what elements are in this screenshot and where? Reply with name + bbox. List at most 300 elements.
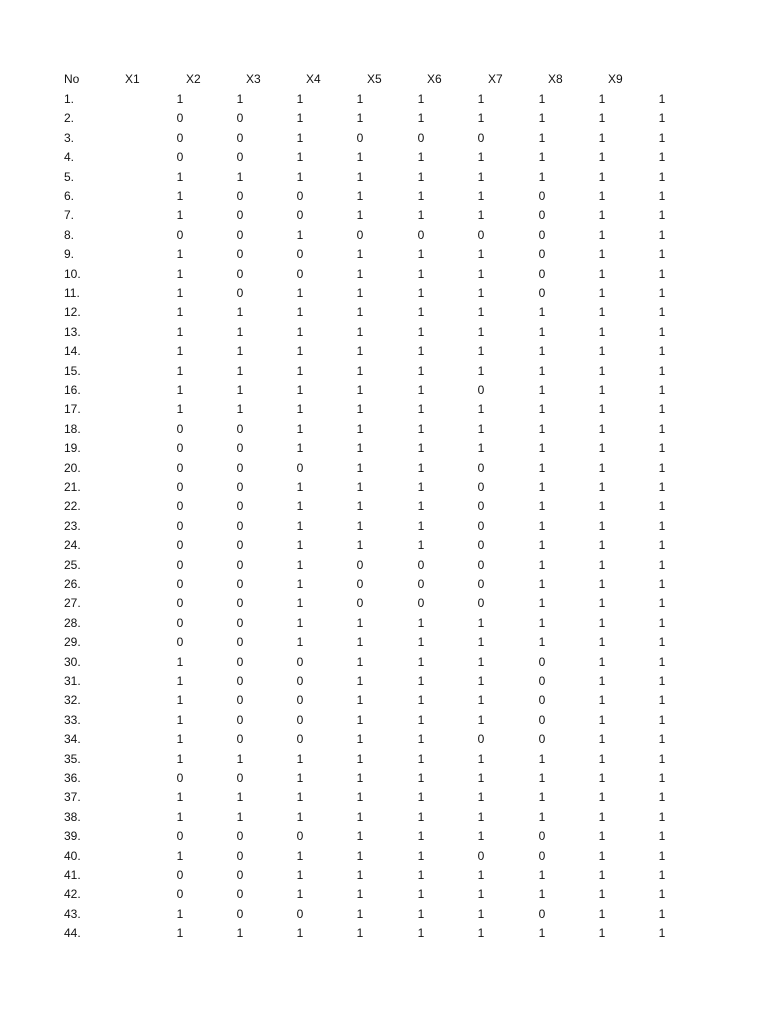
table-cell: 1 (658, 751, 666, 766)
table-cell: 0 (236, 615, 244, 630)
table-cell: 0 (236, 635, 244, 650)
table-cell: 1 (477, 189, 485, 203)
table-cell: 1 (176, 732, 184, 747)
table-cell: 0 (176, 635, 184, 650)
table-cell: 1 (417, 654, 425, 669)
row-number: 9. (64, 247, 75, 262)
table-cell: 1 (538, 615, 546, 630)
table-cell: 1 (417, 402, 425, 417)
table-cell: 1 (417, 809, 425, 824)
table-cell: 1 (658, 189, 666, 203)
table-cell: 1 (658, 596, 666, 611)
header-x7: X7 (488, 72, 503, 86)
table-cell: 1 (598, 130, 606, 145)
table-cell: 1 (417, 926, 425, 941)
table-cell: 1 (417, 441, 425, 456)
table-cell: 0 (417, 130, 425, 145)
header-x6: X6 (427, 72, 442, 86)
table-cell: 0 (176, 771, 184, 785)
table-cell: 1 (236, 305, 244, 320)
table-cell: 1 (356, 926, 364, 941)
table-cell: 0 (296, 906, 304, 921)
table-cell: 1 (658, 615, 666, 630)
table-cell: 0 (296, 829, 304, 844)
row-number: 44. (64, 926, 81, 941)
table-cell: 1 (477, 363, 485, 378)
table-cell: 1 (598, 324, 606, 339)
table-cell: 1 (176, 809, 184, 824)
table-cell: 0 (236, 480, 244, 494)
table-cell: 1 (417, 266, 425, 281)
table-cell: 1 (417, 247, 425, 262)
table-cell: 1 (658, 247, 666, 262)
table-cell: 1 (356, 693, 364, 708)
table-cell: 1 (477, 635, 485, 650)
table-cell: 1 (658, 693, 666, 708)
table-cell: 1 (598, 460, 606, 475)
table-cell: 0 (538, 654, 546, 669)
table-cell: 1 (417, 460, 425, 475)
row-number: 18. (64, 421, 81, 436)
table-cell: 1 (296, 150, 304, 165)
table-cell: 1 (538, 441, 546, 456)
table-cell: 0 (236, 460, 244, 475)
table-cell: 1 (658, 208, 666, 223)
table-cell: 0 (538, 674, 546, 688)
table-cell: 1 (417, 615, 425, 630)
table-cell: 1 (176, 189, 184, 203)
table-cell: 1 (538, 402, 546, 417)
table-cell: 0 (176, 111, 184, 126)
table-cell: 1 (477, 92, 485, 106)
table-cell: 1 (598, 363, 606, 378)
table-cell: 1 (417, 693, 425, 708)
table-cell: 1 (658, 421, 666, 436)
table-cell: 0 (236, 266, 244, 281)
table-cell: 0 (176, 577, 184, 591)
table-cell: 1 (658, 654, 666, 669)
table-cell: 0 (477, 538, 485, 553)
table-cell: 1 (598, 421, 606, 436)
table-cell: 1 (477, 266, 485, 281)
table-cell: 1 (296, 790, 304, 805)
table-cell: 0 (356, 557, 364, 572)
table-cell: 1 (417, 286, 425, 300)
table-cell: 0 (538, 848, 546, 863)
table-cell: 1 (538, 518, 546, 533)
table-cell: 1 (538, 790, 546, 805)
table-cell: 1 (176, 674, 184, 688)
table-cell: 0 (296, 189, 304, 203)
table-cell: 1 (417, 344, 425, 359)
row-number: 34. (64, 732, 81, 747)
table-cell: 1 (356, 887, 364, 902)
row-number: 32. (64, 693, 81, 708)
table-cell: 1 (417, 518, 425, 533)
table-cell: 1 (598, 926, 606, 941)
table-cell: 1 (598, 169, 606, 184)
table-cell: 1 (296, 92, 304, 106)
header-no: No (64, 72, 80, 86)
table-cell: 1 (658, 402, 666, 417)
table-cell: 0 (236, 208, 244, 223)
table-cell: 1 (296, 557, 304, 572)
table-cell: 1 (356, 635, 364, 650)
table-cell: 1 (598, 305, 606, 320)
table-cell: 1 (658, 227, 666, 242)
row-number: 10. (64, 266, 81, 281)
table-cell: 1 (598, 344, 606, 359)
table-cell: 0 (477, 732, 485, 747)
table-cell: 0 (236, 732, 244, 747)
table-cell: 0 (176, 441, 184, 456)
table-cell: 1 (658, 324, 666, 339)
table-cell: 1 (296, 577, 304, 591)
table-cell: 0 (538, 906, 546, 921)
table-cell: 1 (477, 693, 485, 708)
table-cell: 1 (598, 674, 606, 688)
table-cell: 1 (356, 518, 364, 533)
table-cell: 1 (356, 189, 364, 203)
table-cell: 1 (477, 208, 485, 223)
row-number: 25. (64, 557, 81, 572)
table-cell: 1 (176, 693, 184, 708)
table-cell: 0 (236, 247, 244, 262)
table-cell: 1 (356, 383, 364, 397)
table-cell: 1 (477, 421, 485, 436)
table-cell: 0 (236, 421, 244, 436)
table-cell: 1 (417, 305, 425, 320)
table-cell: 1 (598, 732, 606, 747)
table-cell: 1 (417, 712, 425, 727)
table-cell: 0 (176, 829, 184, 844)
table-cell: 1 (658, 111, 666, 126)
table-cell: 1 (296, 363, 304, 378)
table-cell: 1 (598, 790, 606, 805)
table-cell: 0 (538, 712, 546, 727)
table-cell: 0 (477, 227, 485, 242)
table-cell: 1 (538, 383, 546, 397)
row-number: 8. (64, 227, 75, 242)
table-cell: 0 (296, 654, 304, 669)
table-cell: 1 (477, 926, 485, 941)
table-cell: 1 (296, 169, 304, 184)
table-cell: 1 (477, 305, 485, 320)
table-cell: 0 (236, 286, 244, 300)
table-cell: 1 (658, 557, 666, 572)
table-cell: 1 (356, 751, 364, 766)
table-cell: 0 (176, 499, 184, 514)
table-cell: 1 (598, 383, 606, 397)
row-number: 22. (64, 499, 81, 514)
table-cell: 0 (417, 227, 425, 242)
table-cell: 1 (296, 383, 304, 397)
table-cell: 1 (477, 654, 485, 669)
table-cell: 0 (477, 499, 485, 514)
table-cell: 1 (176, 344, 184, 359)
table-cell: 0 (236, 130, 244, 145)
table-cell: 1 (538, 150, 546, 165)
table-cell: 1 (417, 868, 425, 882)
row-number: 14. (64, 344, 81, 359)
table-cell: 1 (176, 790, 184, 805)
table-cell: 1 (417, 92, 425, 106)
table-cell: 0 (477, 383, 485, 397)
row-number: 23. (64, 518, 81, 533)
table-cell: 0 (176, 887, 184, 902)
table-cell: 1 (236, 344, 244, 359)
table-cell: 1 (417, 538, 425, 553)
table-cell: 1 (598, 751, 606, 766)
table-cell: 1 (598, 247, 606, 262)
table-cell: 1 (477, 402, 485, 417)
row-number: 7. (64, 208, 75, 223)
table-cell: 1 (477, 906, 485, 921)
table-cell: 1 (417, 771, 425, 785)
table-cell: 1 (658, 887, 666, 902)
table-cell: 1 (176, 324, 184, 339)
table-cell: 1 (658, 150, 666, 165)
table-cell: 1 (296, 227, 304, 242)
table-cell: 1 (477, 324, 485, 339)
row-number: 29. (64, 635, 81, 650)
table-cell: 1 (658, 383, 666, 397)
table-cell: 1 (658, 480, 666, 494)
table-cell: 1 (598, 809, 606, 824)
table-cell: 0 (477, 130, 485, 145)
table-cell: 1 (176, 383, 184, 397)
table-cell: 1 (356, 829, 364, 844)
table-cell: 1 (477, 286, 485, 300)
table-cell: 1 (538, 480, 546, 494)
table-cell: 1 (477, 111, 485, 126)
table-cell: 1 (477, 150, 485, 165)
header-x9: X9 (608, 72, 623, 86)
table-cell: 1 (236, 402, 244, 417)
table-cell: 0 (477, 480, 485, 494)
table-cell: 1 (356, 848, 364, 863)
table-cell: 0 (236, 771, 244, 785)
table-cell: 0 (538, 732, 546, 747)
table-cell: 0 (296, 712, 304, 727)
table-cell: 1 (296, 848, 304, 863)
table-cell: 0 (356, 596, 364, 611)
header-x2: X2 (186, 72, 201, 86)
table-cell: 0 (236, 693, 244, 708)
table-cell: 1 (356, 344, 364, 359)
table-cell: 0 (176, 557, 184, 572)
table-cell: 1 (176, 92, 184, 106)
table-cell: 1 (356, 111, 364, 126)
table-cell: 1 (538, 363, 546, 378)
table-cell: 0 (417, 577, 425, 591)
table-cell: 1 (658, 732, 666, 747)
table-cell: 1 (296, 111, 304, 126)
table-cell: 1 (356, 654, 364, 669)
table-cell: 1 (598, 189, 606, 203)
table-cell: 1 (658, 848, 666, 863)
table-cell: 1 (477, 247, 485, 262)
row-number: 40. (64, 848, 81, 863)
table-cell: 1 (477, 868, 485, 882)
table-cell: 1 (658, 829, 666, 844)
table-cell: 1 (236, 751, 244, 766)
table-cell: 0 (236, 557, 244, 572)
table-cell: 1 (296, 421, 304, 436)
table-cell: 0 (296, 266, 304, 281)
table-cell: 1 (538, 809, 546, 824)
table-cell: 1 (417, 906, 425, 921)
table-cell: 0 (236, 538, 244, 553)
table-cell: 0 (236, 111, 244, 126)
table-cell: 0 (296, 247, 304, 262)
table-cell: 1 (417, 732, 425, 747)
table-cell: 1 (658, 130, 666, 145)
table-cell: 1 (598, 635, 606, 650)
table-cell: 0 (236, 712, 244, 727)
table-cell: 1 (236, 790, 244, 805)
table-cell: 1 (236, 383, 244, 397)
table-cell: 1 (538, 421, 546, 436)
table-cell: 1 (176, 926, 184, 941)
table-cell: 0 (176, 150, 184, 165)
table-cell: 0 (538, 693, 546, 708)
table-cell: 0 (356, 577, 364, 591)
table-cell: 0 (477, 848, 485, 863)
table-cell: 1 (658, 809, 666, 824)
row-number: 17. (64, 402, 81, 417)
table-cell: 0 (236, 577, 244, 591)
table-cell: 1 (236, 926, 244, 941)
table-cell: 1 (417, 169, 425, 184)
table-cell: 0 (236, 868, 244, 882)
table-cell: 1 (598, 227, 606, 242)
table-cell: 1 (477, 441, 485, 456)
table-cell: 0 (538, 266, 546, 281)
table-cell: 0 (417, 596, 425, 611)
table-cell: 1 (477, 771, 485, 785)
table-cell: 0 (477, 596, 485, 611)
table-cell: 1 (236, 169, 244, 184)
table-cell: 0 (176, 518, 184, 533)
table-cell: 1 (417, 363, 425, 378)
table-cell: 1 (296, 286, 304, 300)
table-cell: 1 (598, 402, 606, 417)
table-cell: 1 (296, 926, 304, 941)
table-cell: 1 (598, 654, 606, 669)
table-cell: 1 (417, 421, 425, 436)
table-cell: 1 (598, 615, 606, 630)
row-number: 27. (64, 596, 81, 611)
table-cell: 1 (538, 344, 546, 359)
table-cell: 1 (356, 266, 364, 281)
table-cell: 1 (176, 247, 184, 262)
row-number: 11. (64, 286, 80, 300)
table-cell: 1 (538, 305, 546, 320)
row-number: 4. (64, 150, 75, 165)
table-cell: 1 (538, 538, 546, 553)
table-cell: 1 (296, 635, 304, 650)
row-number: 35. (64, 751, 81, 766)
row-number: 24. (64, 538, 81, 553)
table-cell: 1 (538, 324, 546, 339)
table-cell: 1 (477, 887, 485, 902)
table-cell: 1 (296, 751, 304, 766)
table-cell: 0 (356, 227, 364, 242)
table-cell: 1 (356, 402, 364, 417)
row-number: 37. (64, 790, 81, 805)
table-cell: 1 (658, 868, 666, 882)
table-cell: 1 (176, 305, 184, 320)
table-cell: 1 (598, 208, 606, 223)
table-cell: 0 (477, 518, 485, 533)
table-cell: 0 (296, 460, 304, 475)
table-cell: 1 (236, 363, 244, 378)
table-cell: 1 (477, 712, 485, 727)
row-number: 38. (64, 809, 81, 824)
table-cell: 1 (176, 751, 184, 766)
table-cell: 0 (538, 286, 546, 300)
table-cell: 1 (598, 150, 606, 165)
table-cell: 1 (236, 92, 244, 106)
table-cell: 1 (296, 324, 304, 339)
table-cell: 1 (356, 674, 364, 688)
table-cell: 0 (477, 577, 485, 591)
table-cell: 1 (296, 596, 304, 611)
table-cell: 1 (356, 809, 364, 824)
table-cell: 1 (477, 751, 485, 766)
table-cell: 0 (538, 247, 546, 262)
table-cell: 1 (658, 363, 666, 378)
table-cell: 1 (598, 596, 606, 611)
table-cell: 1 (417, 480, 425, 494)
table-cell: 1 (538, 868, 546, 882)
table-cell: 1 (296, 441, 304, 456)
table-cell: 0 (538, 227, 546, 242)
table-cell: 0 (236, 150, 244, 165)
table-cell: 0 (356, 130, 364, 145)
table-cell: 1 (417, 324, 425, 339)
table-cell: 1 (658, 344, 666, 359)
table-cell: 1 (658, 305, 666, 320)
table-cell: 1 (356, 712, 364, 727)
table-cell: 0 (236, 674, 244, 688)
table-cell: 1 (296, 868, 304, 882)
table-cell: 1 (417, 848, 425, 863)
table-cell: 0 (538, 208, 546, 223)
table-cell: 1 (296, 771, 304, 785)
table-cell: 1 (538, 887, 546, 902)
table-cell: 1 (477, 344, 485, 359)
header-x8: X8 (548, 72, 563, 86)
table-cell: 1 (658, 518, 666, 533)
table-cell: 0 (236, 848, 244, 863)
table-cell: 0 (538, 829, 546, 844)
table-cell: 1 (176, 169, 184, 184)
table-cell: 1 (538, 169, 546, 184)
table-cell: 0 (477, 557, 485, 572)
row-number: 41. (64, 868, 81, 882)
table-cell: 0 (236, 189, 244, 203)
table-cell: 1 (176, 906, 184, 921)
table-cell: 0 (176, 868, 184, 882)
table-cell: 0 (236, 887, 244, 902)
table-cell: 0 (296, 693, 304, 708)
table-cell: 1 (658, 790, 666, 805)
table-cell: 1 (598, 286, 606, 300)
table-cell: 1 (658, 460, 666, 475)
row-number: 20. (64, 460, 81, 475)
